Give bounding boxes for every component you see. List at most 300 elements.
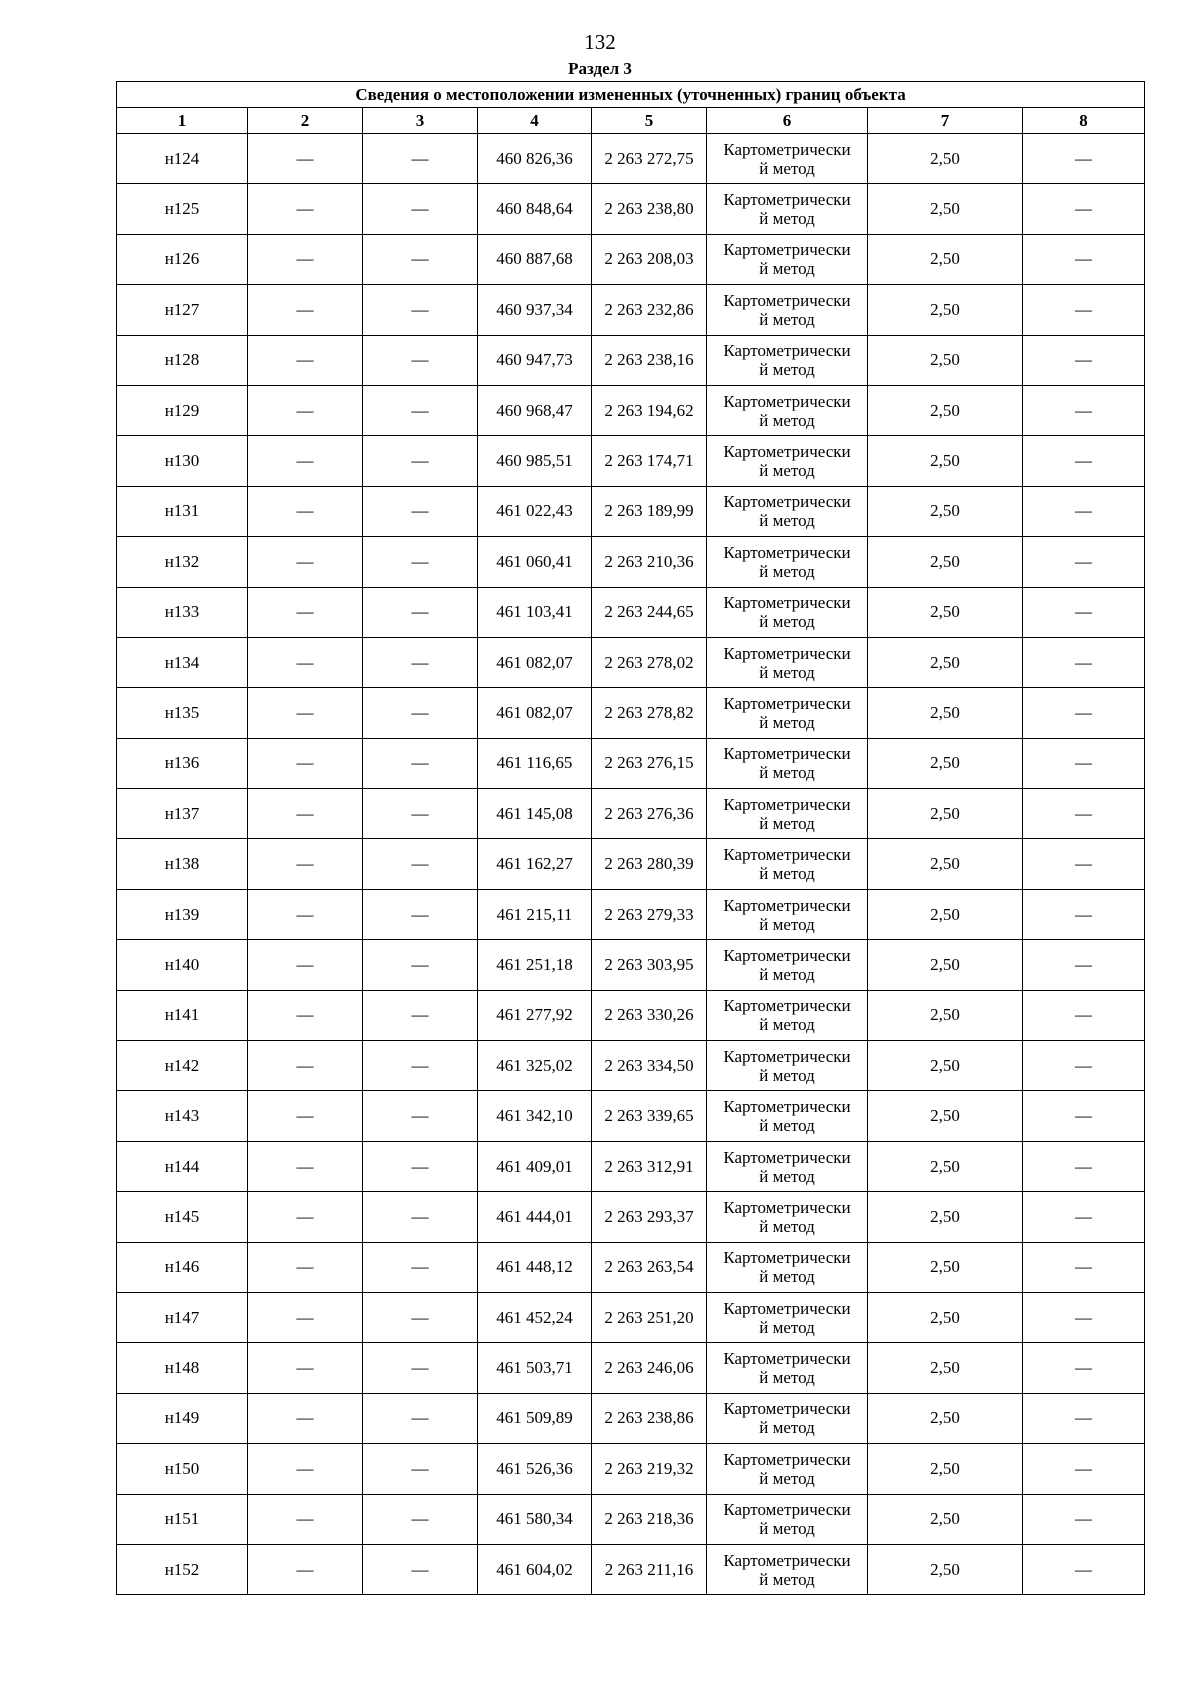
table-row xyxy=(117,1091,1145,1141)
column-8-cell: — xyxy=(1023,1242,1145,1292)
accuracy-cell: 2,50 xyxy=(868,385,1023,435)
table-row xyxy=(117,587,1145,637)
table-row xyxy=(117,1292,1145,1342)
column-8-cell: — xyxy=(1023,285,1145,335)
column-number: 6 xyxy=(707,108,868,134)
table-row xyxy=(117,486,1145,536)
y-coordinate-cell: 2 263 303,95 xyxy=(592,940,707,990)
x-coordinate-cell: 461 116,65 xyxy=(478,738,592,788)
column-8-cell: — xyxy=(1023,537,1145,587)
method-cell xyxy=(707,637,868,687)
method-text-line-2: й метод xyxy=(759,158,815,178)
table-row xyxy=(117,537,1145,587)
column-3-cell: — xyxy=(363,688,478,738)
accuracy-cell: 2,50 xyxy=(868,1091,1023,1141)
y-coordinate-cell: 2 263 211,16 xyxy=(592,1544,707,1594)
method-text-line-2: й метод xyxy=(759,914,815,934)
table-row xyxy=(117,839,1145,889)
column-2-cell: — xyxy=(248,1292,363,1342)
table-caption-row xyxy=(117,82,1145,108)
table-row xyxy=(117,789,1145,839)
point-id-cell: н152 xyxy=(117,1544,248,1594)
method-text-line-2: й метод xyxy=(759,864,815,884)
accuracy-cell: 2,50 xyxy=(868,1444,1023,1494)
point-id-cell: н129 xyxy=(117,385,248,435)
method-text-line-2: й метод xyxy=(759,1569,815,1589)
y-coordinate-cell: 2 263 279,33 xyxy=(592,889,707,939)
column-8-cell: — xyxy=(1023,486,1145,536)
point-id-cell: н146 xyxy=(117,1242,248,1292)
column-2-cell: — xyxy=(248,587,363,637)
column-3-cell: — xyxy=(363,738,478,788)
point-id-cell: н136 xyxy=(117,738,248,788)
column-number-row xyxy=(117,108,1145,134)
method-cell xyxy=(707,1444,868,1494)
column-2-cell: — xyxy=(248,436,363,486)
method-text-line-1: Картометрически xyxy=(723,1298,851,1318)
accuracy-cell: 2,50 xyxy=(868,234,1023,284)
method-cell xyxy=(707,1192,868,1242)
y-coordinate-cell: 2 263 210,36 xyxy=(592,537,707,587)
method-text-line-1: Картометрически xyxy=(723,492,851,512)
column-2-cell: — xyxy=(248,486,363,536)
y-coordinate-cell: 2 263 219,32 xyxy=(592,1444,707,1494)
column-8-cell: — xyxy=(1023,436,1145,486)
method-cell xyxy=(707,537,868,587)
point-id-cell: н130 xyxy=(117,436,248,486)
column-2-cell: — xyxy=(248,889,363,939)
point-id-cell: н143 xyxy=(117,1091,248,1141)
column-3-cell: — xyxy=(363,1242,478,1292)
table-row xyxy=(117,134,1145,184)
point-id-cell: н126 xyxy=(117,234,248,284)
column-3-cell: — xyxy=(363,134,478,184)
x-coordinate-cell: 460 985,51 xyxy=(478,436,592,486)
method-cell xyxy=(707,184,868,234)
accuracy-cell: 2,50 xyxy=(868,940,1023,990)
accuracy-cell: 2,50 xyxy=(868,1393,1023,1443)
point-id-cell: н147 xyxy=(117,1292,248,1342)
method-text-line-1: Картометрически xyxy=(723,593,851,613)
table-row xyxy=(117,184,1145,234)
accuracy-cell: 2,50 xyxy=(868,134,1023,184)
accuracy-cell: 2,50 xyxy=(868,285,1023,335)
column-8-cell: — xyxy=(1023,1393,1145,1443)
y-coordinate-cell: 2 263 280,39 xyxy=(592,839,707,889)
column-8-cell: — xyxy=(1023,1292,1145,1342)
point-id-cell: н131 xyxy=(117,486,248,536)
method-cell xyxy=(707,688,868,738)
y-coordinate-cell: 2 263 272,75 xyxy=(592,134,707,184)
method-cell xyxy=(707,1292,868,1342)
column-3-cell: — xyxy=(363,234,478,284)
method-text-line-1: Картометрически xyxy=(723,1399,851,1419)
section-title: Раздел 3 xyxy=(568,59,632,78)
point-id-cell: н150 xyxy=(117,1444,248,1494)
method-text-line-1: Картометрически xyxy=(723,895,851,915)
column-2-cell: — xyxy=(248,184,363,234)
y-coordinate-cell: 2 263 263,54 xyxy=(592,1242,707,1292)
x-coordinate-cell: 461 580,34 xyxy=(478,1494,592,1544)
column-8-cell: — xyxy=(1023,184,1145,234)
x-coordinate-cell: 461 145,08 xyxy=(478,789,592,839)
point-id-cell: н125 xyxy=(117,184,248,234)
table-row xyxy=(117,1393,1145,1443)
x-coordinate-cell: 461 022,43 xyxy=(478,486,592,536)
accuracy-cell: 2,50 xyxy=(868,184,1023,234)
method-text-line-2: й метод xyxy=(759,1368,815,1388)
point-id-cell: н124 xyxy=(117,134,248,184)
column-3-cell: — xyxy=(363,990,478,1040)
method-text-line-1: Картометрически xyxy=(723,1449,851,1469)
y-coordinate-cell: 2 263 278,02 xyxy=(592,637,707,687)
accuracy-cell: 2,50 xyxy=(868,1041,1023,1091)
table-row xyxy=(117,234,1145,284)
point-id-cell: н151 xyxy=(117,1494,248,1544)
table-row xyxy=(117,990,1145,1040)
column-8-cell: — xyxy=(1023,385,1145,435)
column-8-cell: — xyxy=(1023,1544,1145,1594)
column-8-cell: — xyxy=(1023,1041,1145,1091)
x-coordinate-cell: 461 082,07 xyxy=(478,688,592,738)
table-row xyxy=(117,285,1145,335)
column-number: 4 xyxy=(478,108,592,134)
table-row xyxy=(117,436,1145,486)
accuracy-cell: 2,50 xyxy=(868,990,1023,1040)
column-2-cell: — xyxy=(248,789,363,839)
table-row xyxy=(117,1494,1145,1544)
point-id-cell: н127 xyxy=(117,285,248,335)
table-row xyxy=(117,1444,1145,1494)
boundary-coordinates-table xyxy=(116,81,1145,1595)
method-text-line-2: й метод xyxy=(759,1468,815,1488)
point-id-cell: н133 xyxy=(117,587,248,637)
column-2-cell: — xyxy=(248,1242,363,1292)
y-coordinate-cell: 2 263 194,62 xyxy=(592,385,707,435)
table-row xyxy=(117,738,1145,788)
accuracy-cell: 2,50 xyxy=(868,335,1023,385)
accuracy-cell: 2,50 xyxy=(868,637,1023,687)
accuracy-cell: 2,50 xyxy=(868,1141,1023,1191)
method-text-line-1: Картометрически xyxy=(723,1500,851,1520)
column-2-cell: — xyxy=(248,1343,363,1393)
table-row xyxy=(117,1192,1145,1242)
method-cell xyxy=(707,1494,868,1544)
column-3-cell: — xyxy=(363,839,478,889)
column-8-cell: — xyxy=(1023,990,1145,1040)
column-3-cell: — xyxy=(363,436,478,486)
method-cell xyxy=(707,587,868,637)
y-coordinate-cell: 2 263 238,86 xyxy=(592,1393,707,1443)
column-number: 5 xyxy=(592,108,707,134)
column-3-cell: — xyxy=(363,889,478,939)
column-2-cell: — xyxy=(248,537,363,587)
method-cell xyxy=(707,738,868,788)
method-cell xyxy=(707,940,868,990)
x-coordinate-cell: 461 526,36 xyxy=(478,1444,592,1494)
column-8-cell: — xyxy=(1023,637,1145,687)
method-text-line-2: й метод xyxy=(759,511,815,531)
column-2-cell: — xyxy=(248,385,363,435)
method-text-line-1: Картометрически xyxy=(723,442,851,462)
method-cell xyxy=(707,889,868,939)
accuracy-cell: 2,50 xyxy=(868,1292,1023,1342)
x-coordinate-cell: 461 604,02 xyxy=(478,1544,592,1594)
column-8-cell: — xyxy=(1023,1494,1145,1544)
column-8-cell: — xyxy=(1023,234,1145,284)
column-2-cell: — xyxy=(248,738,363,788)
y-coordinate-cell: 2 263 246,06 xyxy=(592,1343,707,1393)
method-cell xyxy=(707,1091,868,1141)
table-body xyxy=(117,134,1145,1595)
method-text-line-2: й метод xyxy=(759,410,815,430)
x-coordinate-cell: 460 968,47 xyxy=(478,385,592,435)
column-3-cell: — xyxy=(363,335,478,385)
method-text-line-2: й метод xyxy=(759,561,815,581)
method-cell xyxy=(707,1393,868,1443)
x-coordinate-cell: 461 503,71 xyxy=(478,1343,592,1393)
accuracy-cell: 2,50 xyxy=(868,789,1023,839)
table-row xyxy=(117,1544,1145,1594)
method-text-line-2: й метод xyxy=(759,1317,815,1337)
column-8-cell: — xyxy=(1023,134,1145,184)
column-8-cell: — xyxy=(1023,1192,1145,1242)
point-id-cell: н148 xyxy=(117,1343,248,1393)
y-coordinate-cell: 2 263 276,36 xyxy=(592,789,707,839)
point-id-cell: н135 xyxy=(117,688,248,738)
point-id-cell: н149 xyxy=(117,1393,248,1443)
x-coordinate-cell: 461 509,89 xyxy=(478,1393,592,1443)
method-cell xyxy=(707,486,868,536)
column-3-cell: — xyxy=(363,537,478,587)
column-8-cell: — xyxy=(1023,789,1145,839)
table-row xyxy=(117,1041,1145,1091)
method-text-line-2: й метод xyxy=(759,209,815,229)
method-text-line-1: Картометрически xyxy=(723,845,851,865)
table-row xyxy=(117,1141,1145,1191)
y-coordinate-cell: 2 263 244,65 xyxy=(592,587,707,637)
column-2-cell: — xyxy=(248,1444,363,1494)
column-2-cell: — xyxy=(248,990,363,1040)
method-text-line-1: Картометрически xyxy=(723,693,851,713)
method-text-line-2: й метод xyxy=(759,712,815,732)
method-text-line-2: й метод xyxy=(759,1116,815,1136)
x-coordinate-cell: 461 448,12 xyxy=(478,1242,592,1292)
method-cell xyxy=(707,1343,868,1393)
accuracy-cell: 2,50 xyxy=(868,688,1023,738)
y-coordinate-cell: 2 263 218,36 xyxy=(592,1494,707,1544)
method-text-line-2: й метод xyxy=(759,1015,815,1035)
column-2-cell: — xyxy=(248,134,363,184)
point-id-cell: н137 xyxy=(117,789,248,839)
column-3-cell: — xyxy=(363,1041,478,1091)
column-8-cell: — xyxy=(1023,335,1145,385)
column-3-cell: — xyxy=(363,1091,478,1141)
column-2-cell: — xyxy=(248,1544,363,1594)
column-2-cell: — xyxy=(248,234,363,284)
method-cell xyxy=(707,990,868,1040)
y-coordinate-cell: 2 263 334,50 xyxy=(592,1041,707,1091)
method-text-line-1: Картометрически xyxy=(723,996,851,1016)
x-coordinate-cell: 461 444,01 xyxy=(478,1192,592,1242)
table-row xyxy=(117,1242,1145,1292)
column-3-cell: — xyxy=(363,637,478,687)
y-coordinate-cell: 2 263 208,03 xyxy=(592,234,707,284)
method-text-line-1: Картометрически xyxy=(723,744,851,764)
accuracy-cell: 2,50 xyxy=(868,1343,1023,1393)
table-caption: Сведения о местоположении измененных (уточненных) границ объекта xyxy=(117,82,1145,108)
x-coordinate-cell: 461 082,07 xyxy=(478,637,592,687)
column-3-cell: — xyxy=(363,1292,478,1342)
column-8-cell: — xyxy=(1023,587,1145,637)
y-coordinate-cell: 2 263 232,86 xyxy=(592,285,707,335)
column-number: 1 xyxy=(117,108,248,134)
method-cell xyxy=(707,285,868,335)
method-text-line-2: й метод xyxy=(759,1519,815,1539)
accuracy-cell: 2,50 xyxy=(868,436,1023,486)
column-2-cell: — xyxy=(248,940,363,990)
y-coordinate-cell: 2 263 293,37 xyxy=(592,1192,707,1242)
point-id-cell: н144 xyxy=(117,1141,248,1191)
column-number: 2 xyxy=(248,108,363,134)
method-text-line-2: й метод xyxy=(759,763,815,783)
method-text-line-1: Картометрически xyxy=(723,1097,851,1117)
column-2-cell: — xyxy=(248,335,363,385)
method-text-line-2: й метод xyxy=(759,1267,815,1287)
method-text-line-2: й метод xyxy=(759,662,815,682)
method-text-line-1: Картометрически xyxy=(723,1349,851,1369)
method-cell xyxy=(707,1041,868,1091)
column-3-cell: — xyxy=(363,1393,478,1443)
point-id-cell: н141 xyxy=(117,990,248,1040)
method-text-line-2: й метод xyxy=(759,612,815,632)
column-2-cell: — xyxy=(248,1091,363,1141)
column-3-cell: — xyxy=(363,789,478,839)
accuracy-cell: 2,50 xyxy=(868,537,1023,587)
table-row xyxy=(117,940,1145,990)
column-3-cell: — xyxy=(363,1494,478,1544)
y-coordinate-cell: 2 263 278,82 xyxy=(592,688,707,738)
column-2-cell: — xyxy=(248,1192,363,1242)
x-coordinate-cell: 461 103,41 xyxy=(478,587,592,637)
accuracy-cell: 2,50 xyxy=(868,1494,1023,1544)
column-2-cell: — xyxy=(248,1494,363,1544)
column-8-cell: — xyxy=(1023,889,1145,939)
x-coordinate-cell: 461 452,24 xyxy=(478,1292,592,1342)
column-3-cell: — xyxy=(363,1192,478,1242)
y-coordinate-cell: 2 263 276,15 xyxy=(592,738,707,788)
column-3-cell: — xyxy=(363,385,478,435)
x-coordinate-cell: 460 887,68 xyxy=(478,234,592,284)
column-8-cell: — xyxy=(1023,940,1145,990)
x-coordinate-cell: 461 251,18 xyxy=(478,940,592,990)
point-id-cell: н145 xyxy=(117,1192,248,1242)
column-3-cell: — xyxy=(363,486,478,536)
method-text-line-1: Картометрически xyxy=(723,1550,851,1570)
column-2-cell: — xyxy=(248,1141,363,1191)
method-cell xyxy=(707,1544,868,1594)
table-row xyxy=(117,335,1145,385)
x-coordinate-cell: 461 215,11 xyxy=(478,889,592,939)
method-text-line-1: Картометрически xyxy=(723,190,851,210)
accuracy-cell: 2,50 xyxy=(868,889,1023,939)
accuracy-cell: 2,50 xyxy=(868,839,1023,889)
method-text-line-1: Картометрически xyxy=(723,1197,851,1217)
column-8-cell: — xyxy=(1023,1091,1145,1141)
method-text-line-1: Картометрически xyxy=(723,945,851,965)
method-text-line-2: й метод xyxy=(759,309,815,329)
method-text-line-2: й метод xyxy=(759,1418,815,1438)
method-text-line-1: Картометрически xyxy=(723,290,851,310)
column-3-cell: — xyxy=(363,1444,478,1494)
accuracy-cell: 2,50 xyxy=(868,738,1023,788)
x-coordinate-cell: 460 826,36 xyxy=(478,134,592,184)
column-3-cell: — xyxy=(363,1343,478,1393)
table-row xyxy=(117,385,1145,435)
column-8-cell: — xyxy=(1023,839,1145,889)
column-3-cell: — xyxy=(363,940,478,990)
column-8-cell: — xyxy=(1023,688,1145,738)
column-2-cell: — xyxy=(248,637,363,687)
method-cell xyxy=(707,789,868,839)
accuracy-cell: 2,50 xyxy=(868,486,1023,536)
accuracy-cell: 2,50 xyxy=(868,1544,1023,1594)
method-cell xyxy=(707,436,868,486)
method-text-line-2: й метод xyxy=(759,1065,815,1085)
method-cell xyxy=(707,1141,868,1191)
x-coordinate-cell: 460 947,73 xyxy=(478,335,592,385)
method-text-line-1: Картометрически xyxy=(723,391,851,411)
y-coordinate-cell: 2 263 330,26 xyxy=(592,990,707,1040)
x-coordinate-cell: 460 937,34 xyxy=(478,285,592,335)
accuracy-cell: 2,50 xyxy=(868,587,1023,637)
y-coordinate-cell: 2 263 238,16 xyxy=(592,335,707,385)
y-coordinate-cell: 2 263 339,65 xyxy=(592,1091,707,1141)
y-coordinate-cell: 2 263 174,71 xyxy=(592,436,707,486)
point-id-cell: н134 xyxy=(117,637,248,687)
point-id-cell: н138 xyxy=(117,839,248,889)
accuracy-cell: 2,50 xyxy=(868,1192,1023,1242)
x-coordinate-cell: 461 277,92 xyxy=(478,990,592,1040)
x-coordinate-cell: 461 325,02 xyxy=(478,1041,592,1091)
method-text-line-2: й метод xyxy=(759,259,815,279)
point-id-cell: н139 xyxy=(117,889,248,939)
method-text-line-1: Картометрически xyxy=(723,1046,851,1066)
method-text-line-1: Картометрически xyxy=(723,139,851,159)
method-cell xyxy=(707,335,868,385)
x-coordinate-cell: 460 848,64 xyxy=(478,184,592,234)
column-number: 3 xyxy=(363,108,478,134)
point-id-cell: н132 xyxy=(117,537,248,587)
method-text-line-2: й метод xyxy=(759,360,815,380)
column-2-cell: — xyxy=(248,688,363,738)
column-3-cell: — xyxy=(363,1141,478,1191)
column-3-cell: — xyxy=(363,285,478,335)
method-text-line-2: й метод xyxy=(759,964,815,984)
method-text-line-2: й метод xyxy=(759,1166,815,1186)
point-id-cell: н128 xyxy=(117,335,248,385)
method-cell xyxy=(707,839,868,889)
x-coordinate-cell: 461 162,27 xyxy=(478,839,592,889)
y-coordinate-cell: 2 263 251,20 xyxy=(592,1292,707,1342)
column-2-cell: — xyxy=(248,1041,363,1091)
point-id-cell: н140 xyxy=(117,940,248,990)
page-number: 132 xyxy=(584,30,616,54)
column-2-cell: — xyxy=(248,285,363,335)
column-3-cell: — xyxy=(363,1544,478,1594)
point-id-cell: н142 xyxy=(117,1041,248,1091)
column-8-cell: — xyxy=(1023,1343,1145,1393)
